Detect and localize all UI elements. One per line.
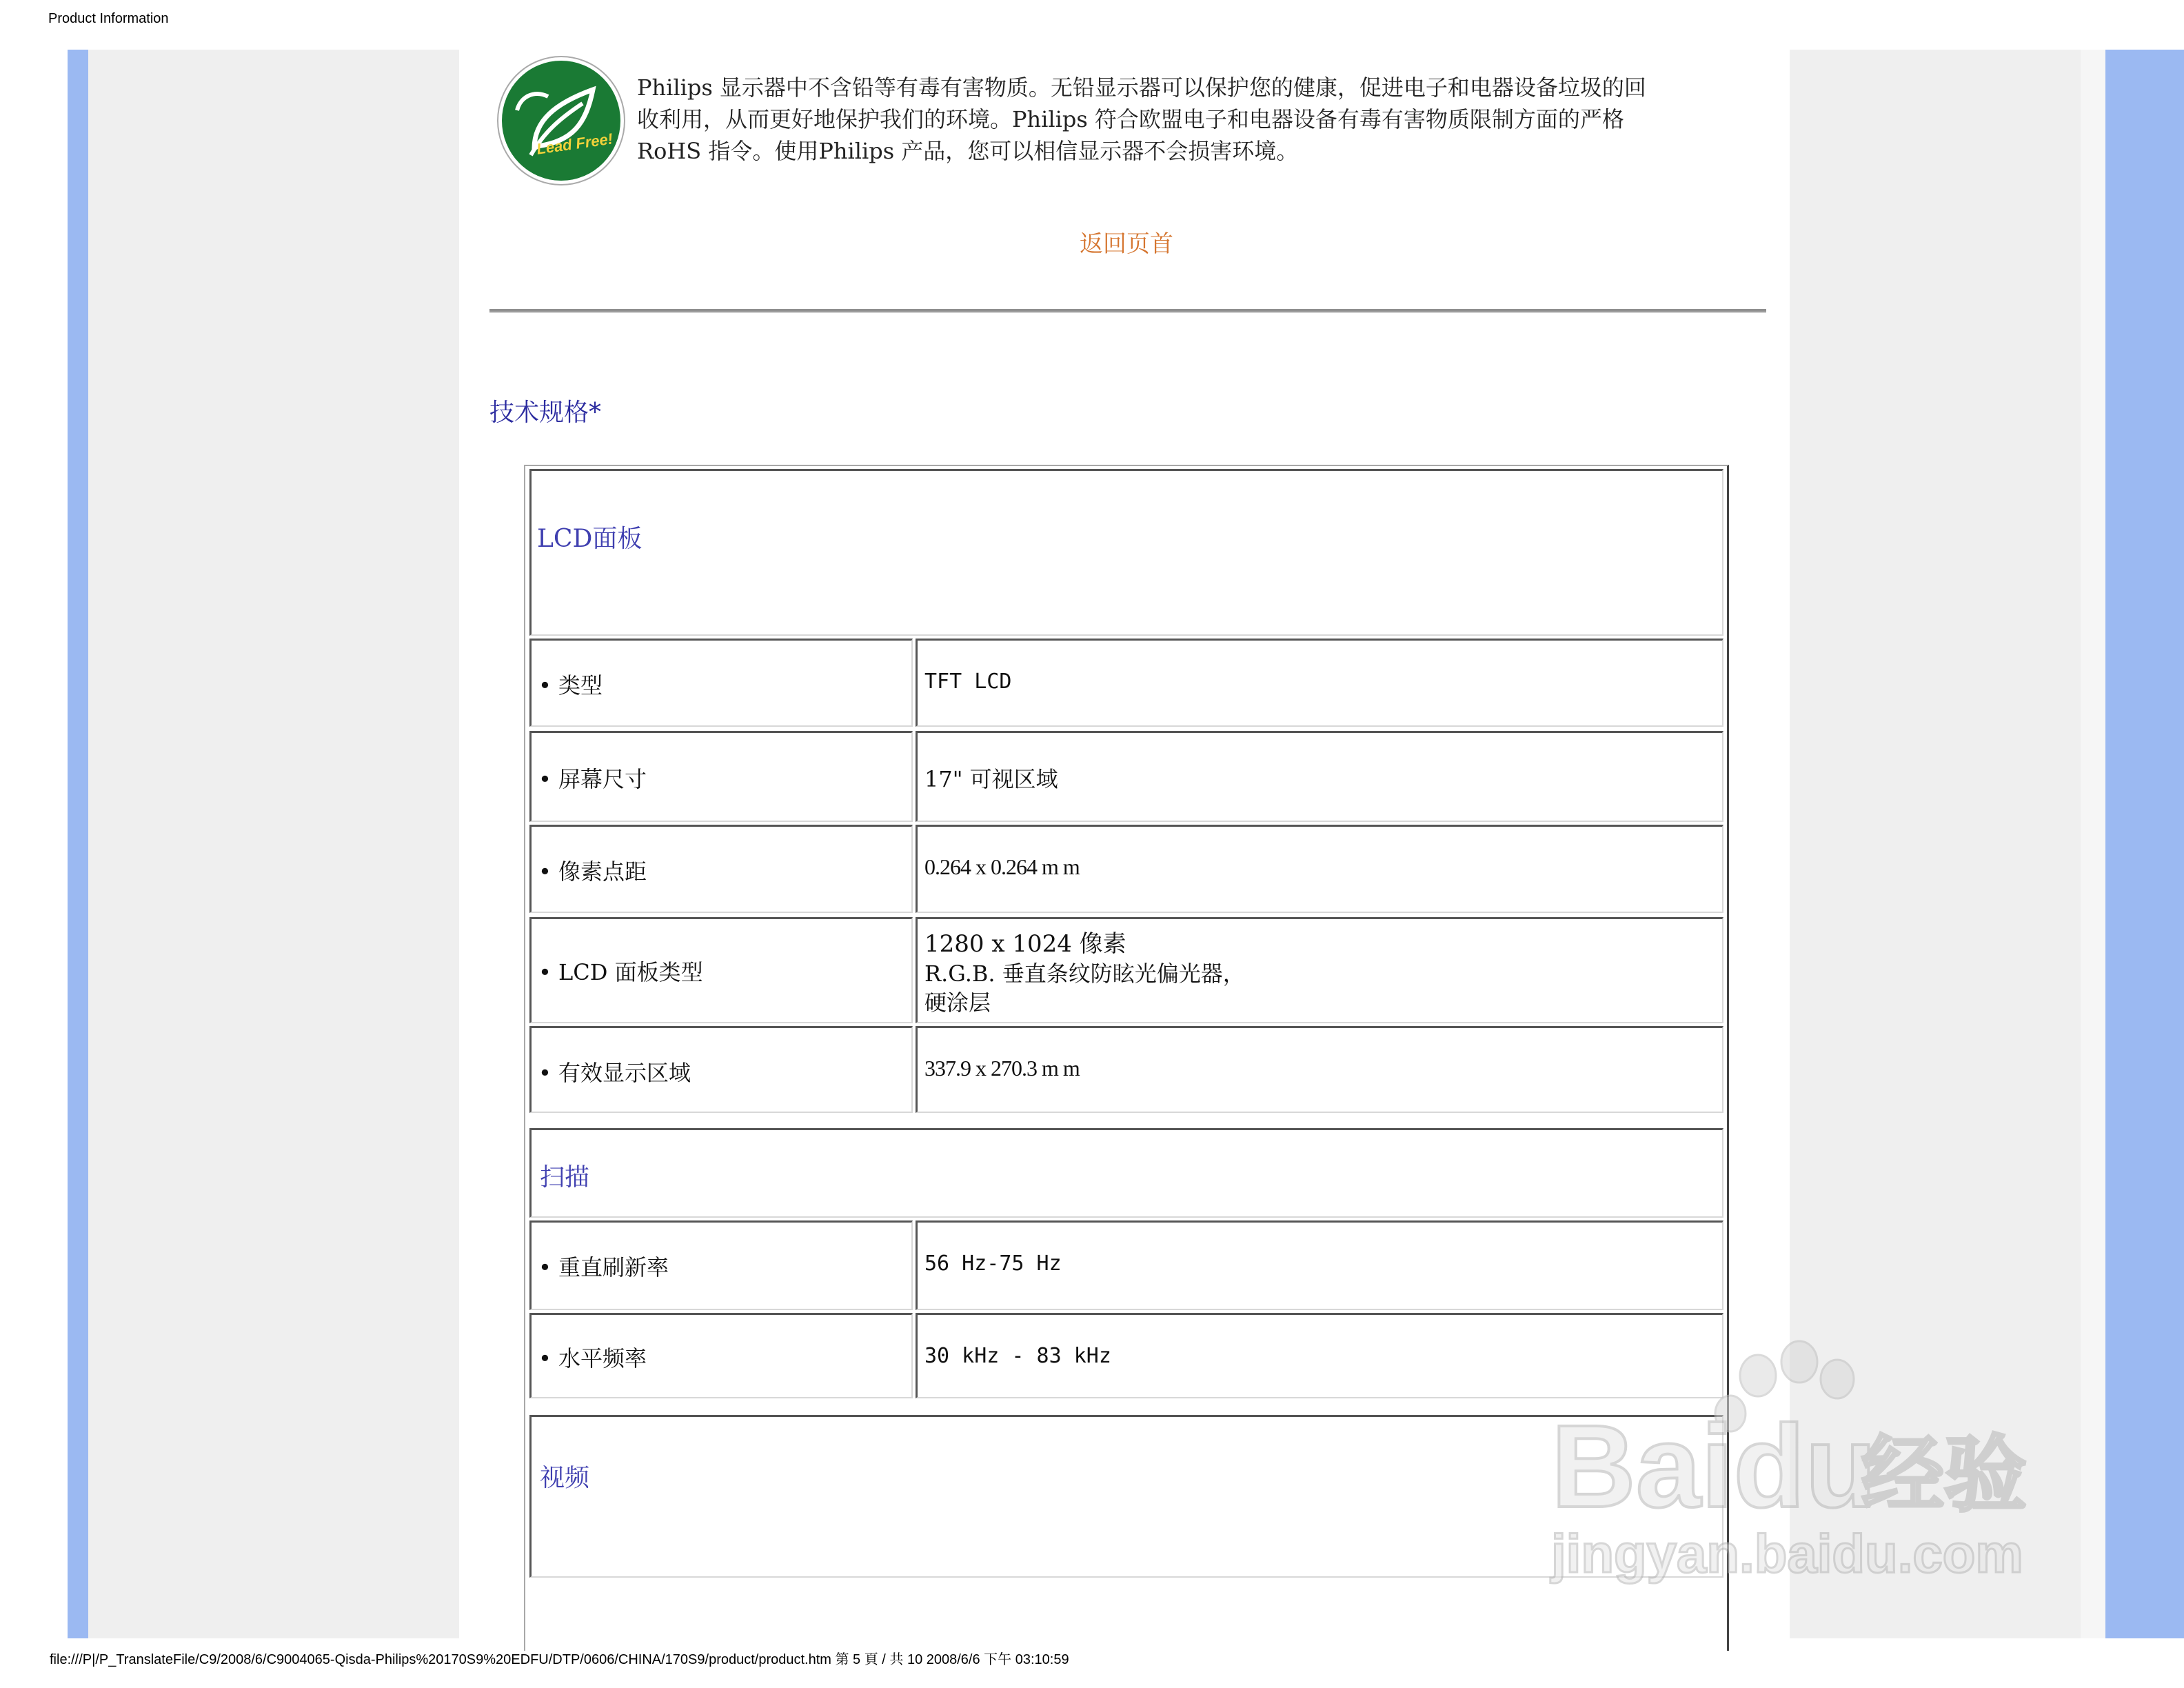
spec-label: • 重直刷新率 <box>538 1254 669 1280</box>
left-gray-margin <box>88 50 459 1638</box>
spec-row-label <box>529 825 913 913</box>
section-header-lcd-panel <box>529 469 1723 636</box>
spec-row-label <box>529 639 913 727</box>
spec-value: 17" 可视区域 <box>924 766 1058 792</box>
spec-row-value <box>916 1220 1723 1310</box>
baidu-watermark <box>1544 1338 2068 1600</box>
intro-line-2: 收利用，从而更好地保护我们的环境。Philips 符合欧盟电子和电器设备有毒有害物质限制方面的严格 <box>637 106 1624 132</box>
spec-row-value <box>916 917 1723 1023</box>
page-header-title: Product Information <box>48 11 169 26</box>
spec-value: 30 kHz - 83 kHz <box>924 1344 1111 1368</box>
right-light-margin <box>2081 50 2105 1638</box>
spec-value-line: 硬涂层 <box>924 989 991 1016</box>
watermark-brand: Baidu <box>1551 1401 1877 1532</box>
right-blue-bar <box>2105 50 2184 1638</box>
lead-free-logo <box>496 55 626 186</box>
lead-free-paragraph <box>637 72 1768 167</box>
spec-label: • 像素点距 <box>538 858 647 885</box>
spec-row-value <box>916 1026 1723 1113</box>
specs-heading: 技术规格* <box>489 399 602 427</box>
spec-label: • 屏幕尺寸 <box>538 766 647 792</box>
spec-value-line: 1280 x 1024 像素 <box>924 930 1126 958</box>
watermark-url: jingyan.baidu.com <box>1551 1523 2023 1584</box>
spec-row-label <box>529 731 913 822</box>
spec-row-label <box>529 917 913 1023</box>
intro-line-3: RoHS 指令。使用Philips 产品，您可以相信显示器不会损害环境。 <box>637 138 1299 164</box>
spec-label: • 类型 <box>538 672 603 699</box>
back-to-top-link[interactable]: 返回页首 <box>1080 230 1173 258</box>
intro-line-1: Philips 显示器中不含铅等有毒有害物质。无铅显示器可以保护您的健康，促进电子和电器设备垃圾的回 <box>637 74 1646 101</box>
section-title: LCD面板 <box>537 525 643 553</box>
section-header-scan <box>529 1128 1723 1218</box>
spec-row-value <box>916 731 1723 822</box>
section-title: 视频 <box>540 1464 590 1492</box>
spec-row-label <box>529 1220 913 1310</box>
spec-label: • 有效显示区域 <box>538 1060 691 1086</box>
spec-label: • LCD 面板类型 <box>538 959 703 985</box>
spec-label: • 水平频率 <box>538 1345 647 1372</box>
spec-value: 0.264 x 0.264 m m <box>924 854 1080 879</box>
spec-value-line: R.G.B. 垂直条纹防眩光偏光器， <box>924 961 1245 987</box>
horizontal-divider-shadow <box>489 312 1766 313</box>
watermark-cn: 经验 <box>1861 1427 2027 1523</box>
spec-row-label <box>529 1026 913 1113</box>
spec-value: 337.9 x 270.3 m m <box>924 1056 1080 1081</box>
section-title: 扫描 <box>540 1163 590 1192</box>
page-footer-path: file:///P|/P_TranslateFile/C9/2008/6/C9004065-Qisda-Philips%20170S9%20EDFU/DTP/0606/CHINA/170S9/product/product.htm 第 5 頁 / 共 10 2008/6/6 下午 03:10:59 <box>50 1652 1069 1667</box>
spec-row-label <box>529 1313 913 1398</box>
spec-value: TFT LCD <box>924 670 1012 694</box>
spec-value: 56 Hz-75 Hz <box>924 1252 1062 1276</box>
spec-row-value <box>916 825 1723 913</box>
left-blue-bar <box>68 50 88 1638</box>
logo-text: Lead Free! <box>535 130 614 158</box>
spec-row-value <box>916 639 1723 727</box>
